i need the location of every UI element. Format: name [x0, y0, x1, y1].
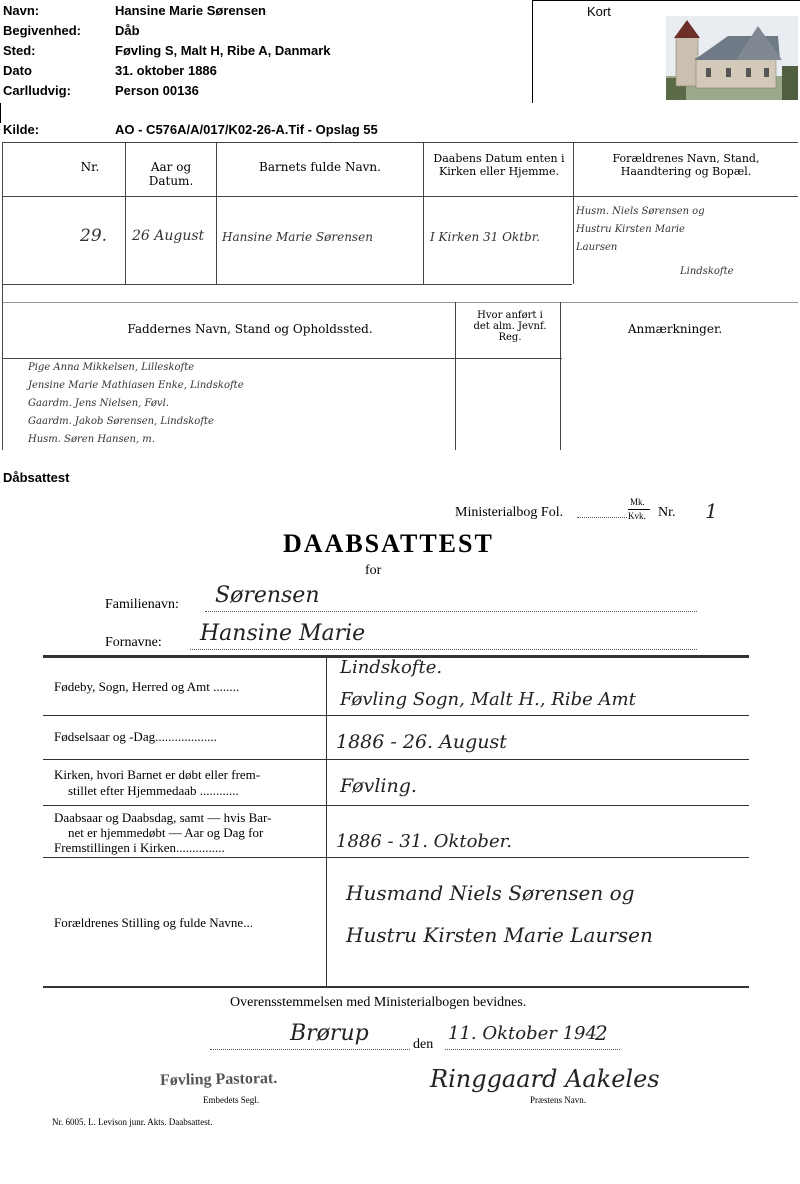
rule [2, 142, 3, 450]
section-title: Dåbsattest [3, 470, 70, 485]
event-label: Begivenhed: [3, 23, 82, 38]
place-value: Føvling S, Malt H, Ribe A, Danmark [115, 43, 331, 58]
certificate-title: DAABSATTEST [283, 529, 494, 558]
rule [43, 857, 749, 858]
entry-baptism: I Kirken 31 Oktbr. [430, 230, 540, 244]
kvk-label: Kvk. [628, 511, 646, 521]
entry-date: 26 August [132, 228, 205, 244]
nr-label: Nr. [658, 505, 676, 520]
confirmation-text: Overensstemmelsen med Ministerialbogen bevidnes. [230, 995, 527, 1010]
church-label-1: Kirken, hvori Barnet er døbt eller frem- [54, 767, 261, 782]
godparent-3: Gaardm. Jens Nielsen, Føvl. [28, 398, 169, 409]
rule [43, 986, 749, 988]
header-where: Hvor anført i det alm. Jevnf. Reg. [473, 310, 547, 343]
rule [43, 715, 749, 716]
fornavne-label: Fornavne: [105, 635, 162, 650]
den-label: den [413, 1037, 434, 1052]
header-name: Barnets fulde Navn. [259, 160, 381, 174]
rule [2, 142, 798, 143]
header-nr: Nr. [80, 160, 100, 174]
source-label: Kilde: [3, 122, 40, 137]
dotted-line [205, 611, 697, 612]
birthplace-label: Fødeby, Sogn, Herred og Amt ........ [54, 679, 240, 694]
rule [423, 142, 424, 284]
birthdate-label: Fødselsaar og -Dag................... [54, 729, 217, 744]
dotted-line [190, 649, 697, 650]
birthplace-value-1: Lindskofte. [340, 657, 443, 678]
rule [573, 142, 574, 284]
godparent-1: Pige Anna Mikkelsen, Lilleskofte [28, 362, 195, 373]
map-panel [532, 0, 800, 103]
godparent-4: Gaardm. Jakob Sørensen, Lindskofte [28, 416, 214, 427]
year-suffix: 2 [595, 1021, 608, 1045]
priest-label: Præstens Navn. [530, 1095, 586, 1105]
rule [43, 759, 749, 760]
familienavn-value: Sørensen [215, 583, 320, 608]
header-godparents: Faddernes Navn, Stand og Opholdssted. [127, 322, 373, 336]
rule [2, 196, 798, 197]
baptism-value: 1886 - 31. Oktober. [336, 831, 512, 852]
rule [2, 302, 798, 303]
priest-signature: Ringgaard Aakeles [430, 1065, 660, 1093]
dotted-line [445, 1049, 620, 1050]
register-scan [0, 140, 800, 452]
pastorat-stamp: Føvling Pastorat. [159, 1069, 278, 1090]
map-label: Kort [587, 4, 611, 19]
baptism-label-2: net er hjemmedøbt — Aar og Dag for [68, 825, 264, 840]
rule [216, 142, 217, 284]
parents-value-2: Hustru Kirsten Marie Laursen [346, 923, 653, 947]
familienavn-label: Familienavn: [105, 597, 179, 612]
godparent-2: Jensine Marie Mathiasen Enke, Lindskofte [28, 380, 244, 391]
rule [43, 805, 749, 806]
birthdate-value: 1886 - 26. August [336, 731, 507, 753]
header-parents: Forældrenes Navn, Stand, Haandtering og Bopæl. [612, 152, 760, 178]
fraction-line [628, 509, 650, 510]
header-notes: Anmærkninger. [627, 322, 723, 336]
rule [125, 142, 126, 284]
ministerialbog-label: Ministerialbog Fol. [455, 505, 564, 520]
rule [2, 358, 562, 359]
source-value: AO - C576A/A/017/K02-26-A.Tif - Opslag 55 [115, 122, 378, 137]
mk-label: Mk. [630, 497, 645, 507]
divider [0, 103, 1, 123]
baptism-label-1: Daabsaar og Daabsdag, samt — hvis Bar- [54, 810, 272, 825]
place-label: Sted: [3, 43, 36, 58]
entry-parents-3: Laursen [576, 242, 618, 253]
entry-nr: 29. [80, 226, 108, 246]
dotted-line [577, 517, 627, 519]
entry-parents-2: Hustru Kirsten Marie [576, 224, 685, 235]
certificate-subtitle: for [365, 563, 382, 578]
person-value: Person 00136 [115, 83, 199, 98]
church-label-2: stillet efter Hjemmedaab ............ [68, 783, 239, 798]
godparent-5: Husm. Søren Hansen, m. [28, 434, 155, 445]
entry-name: Hansine Marie Sørensen [222, 230, 373, 244]
fornavne-value: Hansine Marie [200, 621, 366, 646]
rule [455, 302, 456, 450]
rule [2, 284, 572, 285]
place-value: Brørup [290, 1021, 369, 1046]
date-label: Dato [3, 63, 32, 78]
person-label: Carlludvig: [3, 83, 71, 98]
header-baptism: Daabens Datum enten i Kirken eller Hjemme. [433, 152, 565, 178]
date-value: 31. oktober 1886 [115, 63, 217, 78]
baptism-certificate [40, 487, 797, 1132]
birthplace-value-2: Føvling Sogn, Malt H., Ribe Amt [340, 689, 636, 710]
nr-value: 1 [705, 499, 718, 523]
church-value: Føvling. [340, 775, 417, 797]
seal-label: Embedets Segl. [203, 1095, 259, 1105]
baptism-label-3: Fremstillingen i Kirken............... [54, 840, 225, 855]
event-value: Dåb [115, 23, 140, 38]
entry-parents-4: Lindskofte [680, 266, 734, 277]
parents-value-1: Husmand Niels Sørensen og [346, 881, 635, 905]
form-footer: Nr. 6005. L. Levison junr. Akts. Daabsattest. [52, 1117, 213, 1127]
rule [560, 302, 561, 450]
entry-parents-1: Husm. Niels Sørensen og [576, 206, 705, 217]
rule [326, 658, 327, 986]
header-date: Aar og Datum. [148, 160, 194, 188]
name-label: Navn: [3, 3, 40, 18]
name-value: Hansine Marie Sørensen [115, 3, 266, 18]
parents-label: Forældrenes Stilling og fulde Navne... [54, 915, 253, 930]
date-value: 11. Oktober 194 [448, 1023, 597, 1044]
dotted-line [210, 1049, 410, 1050]
church-photo [666, 16, 798, 100]
